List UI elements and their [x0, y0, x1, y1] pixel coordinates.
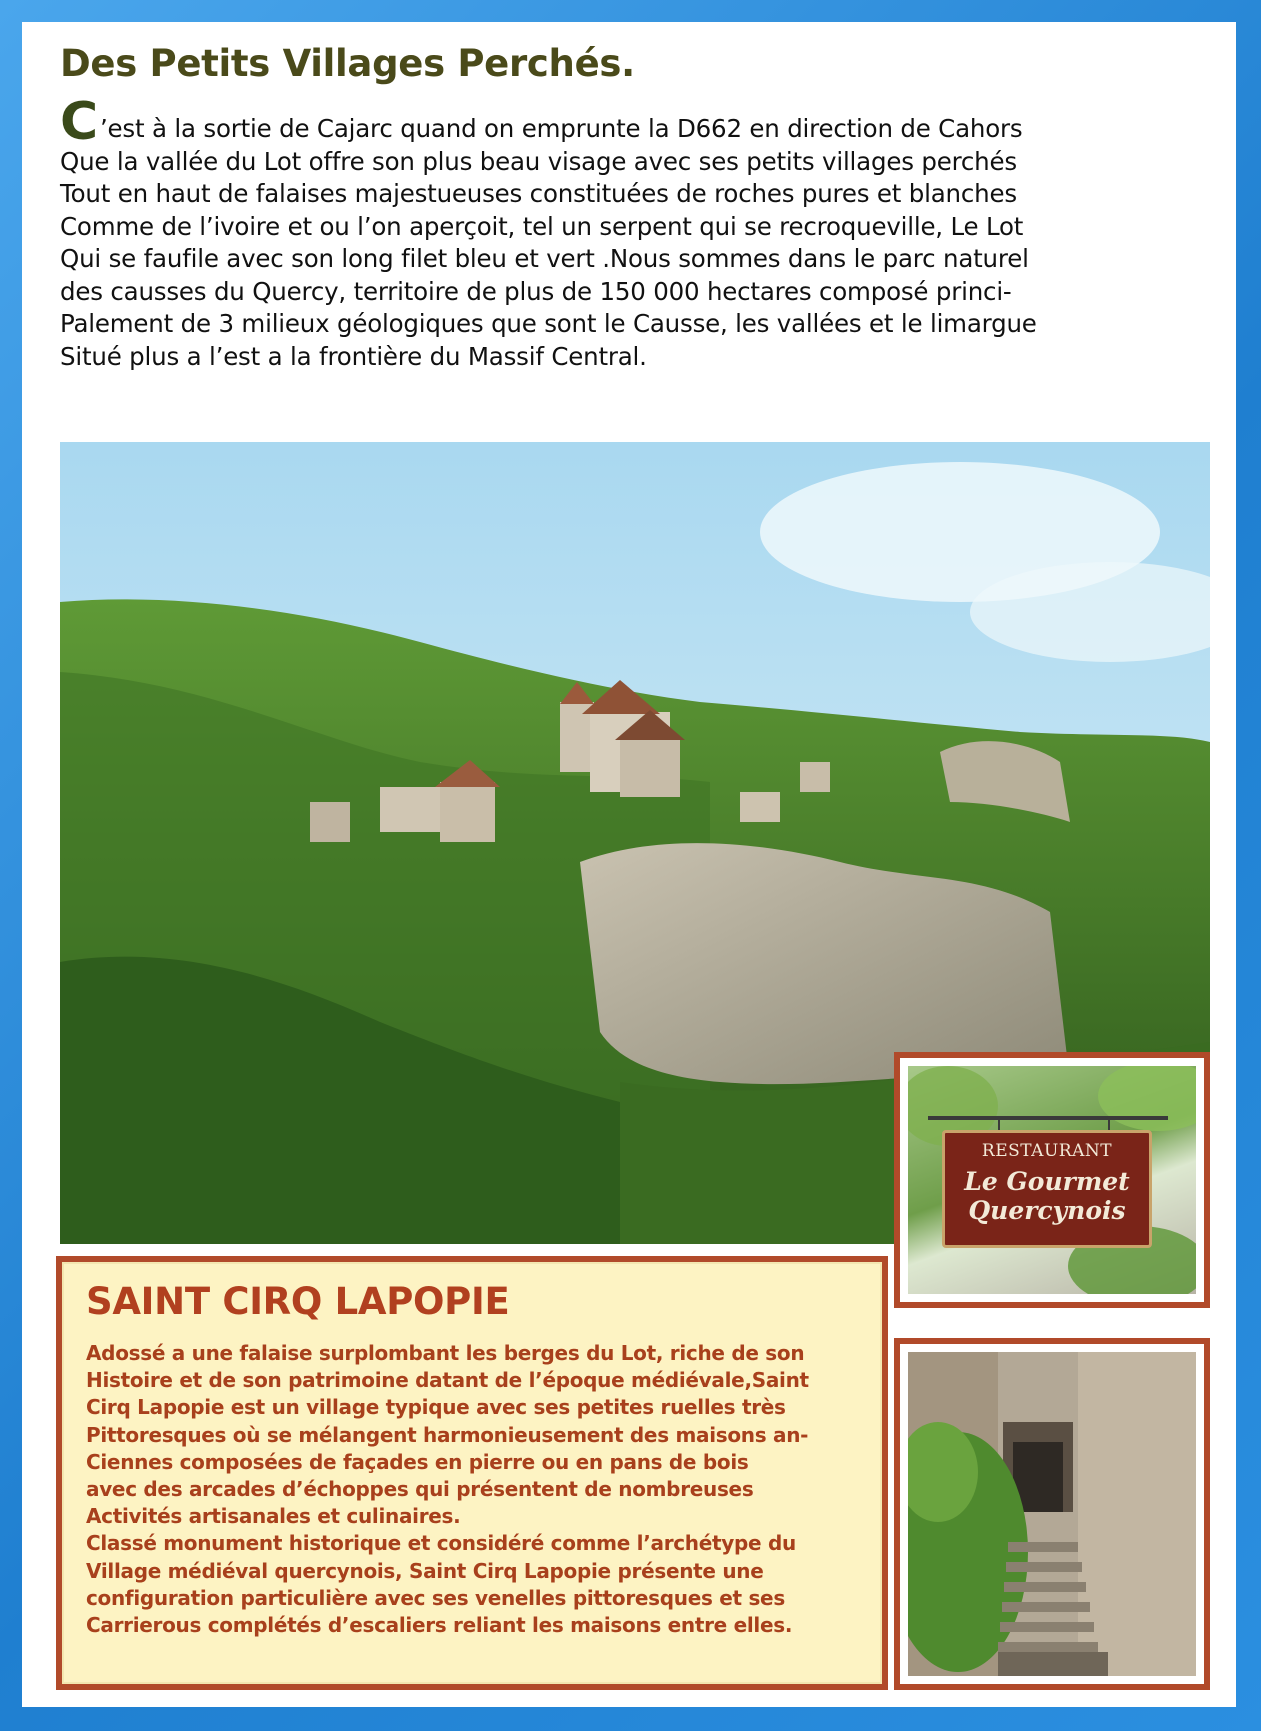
- page-title: Des Petits Villages Perchés.: [60, 42, 635, 85]
- sign-line-le-gourmet: Le Gourmet: [964, 1167, 1130, 1196]
- dropcap: C: [60, 92, 98, 152]
- alley-illustration: [908, 1352, 1196, 1676]
- info-line: Ciennes composées de façades en pierre ou en pans de bois: [86, 1449, 749, 1474]
- info-line: configuration particulière avec ses venelles pittoresques et ses: [86, 1585, 785, 1610]
- restaurant-sign-photo: [894, 1052, 1210, 1308]
- info-line: Adossé a une falaise surplombant les berges du Lot, riche de son: [86, 1341, 805, 1365]
- intro-line: Tout en haut de falaises majestueuses constituées de roches pures et blanches: [60, 179, 1017, 208]
- alley-stairs-photo: [894, 1338, 1210, 1690]
- intro-line: Palement de 3 milieux géologiques que sont le Causse, les vallées et le limargue: [60, 309, 1037, 338]
- intro-line: Que la vallée du Lot offre son plus beau visage avec ses petits villages perchés: [60, 146, 1017, 176]
- sign-line-restaurant: RESTAURANT: [981, 1141, 1113, 1161]
- info-line: Histoire et de son patrimoine datant de l’époque médiévale,Saint: [86, 1368, 809, 1393]
- info-line: Village médiéval quercynois, Saint Cirq Lapopie présente une: [86, 1558, 764, 1583]
- restaurant-sign: [942, 1130, 1152, 1248]
- intro-paragraph: [60, 92, 1210, 373]
- intro-line: des causses du Quercy, territoire de plus de 150 000 hectares composé princi-: [60, 276, 1012, 306]
- sign-line-quercynois: Quercynois: [968, 1196, 1126, 1225]
- saint-cirq-lapopie-info-box: [56, 1256, 888, 1690]
- intro-line: Qui se faufile avec son long filet bleu et vert .Nous sommes dans le parc naturel: [60, 244, 1029, 273]
- info-line: Cirq Lapopie est un village typique avec ses petites ruelles très: [86, 1395, 786, 1420]
- info-paragraph: [86, 1340, 876, 1639]
- intro-line: C’est à la sortie de Cajarc quand on emprunte la D662 en direction de Cahors: [60, 92, 1023, 152]
- info-line: Classé monument historique et considéré comme l’archétype du: [86, 1531, 796, 1556]
- info-line: avec des arcades d’échoppes qui présentent de nombreuses: [86, 1477, 754, 1502]
- info-line: Activités artisanales et culinaires.: [86, 1504, 461, 1529]
- info-heading: SAINT CIRQ LAPOPIE: [86, 1280, 510, 1323]
- intro-line: Situé plus a l’est a la frontière du Massif Central.: [60, 341, 647, 371]
- info-line: Pittoresques où se mélangent harmonieusement des maisons an-: [86, 1422, 809, 1447]
- info-line: Carrierous complétés d’escaliers reliant les maisons entre elles.: [86, 1613, 793, 1638]
- intro-line: Comme de l’ivoire et ou l’on aperçoit, tel un serpent qui se recroqueville, Le Lot: [60, 211, 1024, 241]
